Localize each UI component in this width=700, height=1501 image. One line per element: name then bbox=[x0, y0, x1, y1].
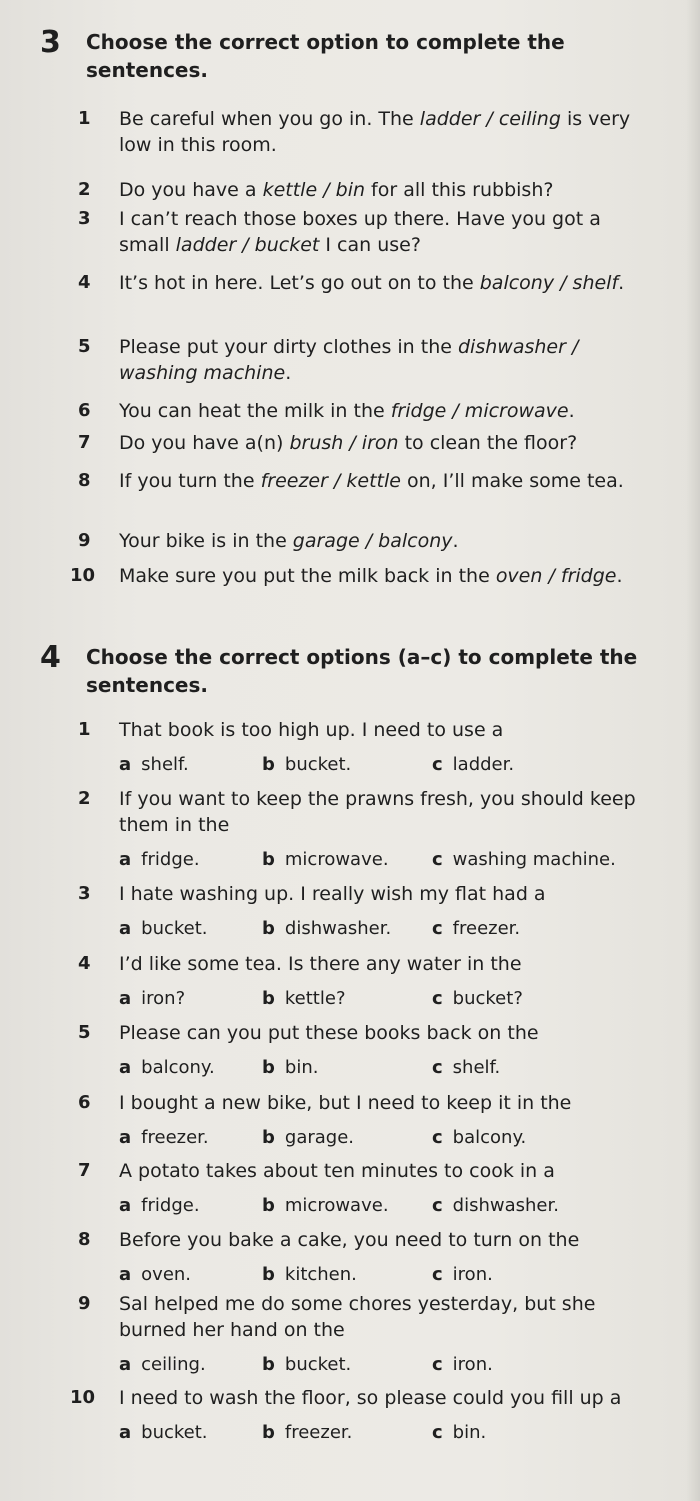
option-letter: c bbox=[432, 1127, 443, 1148]
answer-choice[interactable]: freezer / kettle bbox=[260, 470, 401, 492]
option-letter: a bbox=[119, 918, 132, 939]
option-c[interactable] bbox=[432, 987, 523, 1011]
option-a[interactable] bbox=[119, 987, 185, 1011]
answer-choice[interactable]: ladder / bucket bbox=[175, 234, 320, 256]
option-text: fridge. bbox=[141, 849, 200, 870]
sentence-end: . bbox=[618, 272, 625, 294]
item-sentence bbox=[119, 563, 649, 589]
option-text: bucket. bbox=[141, 918, 208, 939]
answer-choice[interactable]: fridge / microwave bbox=[390, 400, 569, 422]
option-text: oven. bbox=[141, 1264, 192, 1285]
answer-choice[interactable]: balcony / shelf bbox=[479, 272, 619, 294]
option-a[interactable] bbox=[119, 1353, 206, 1377]
option-text: iron. bbox=[452, 1264, 493, 1285]
answer-choice[interactable]: kettle / bin bbox=[262, 179, 366, 201]
option-letter: b bbox=[262, 1057, 275, 1078]
sentence-end: . bbox=[616, 565, 623, 587]
option-text: dishwasher. bbox=[284, 918, 392, 939]
answer-choice[interactable]: ladder / ceiling bbox=[419, 108, 561, 130]
item-number: 3 bbox=[78, 208, 91, 229]
sentence-end: . bbox=[568, 400, 575, 422]
sentence-end: . bbox=[452, 530, 459, 552]
sentence-end: I can use? bbox=[319, 234, 421, 256]
sentence-start: Please put your dirty clothes in the bbox=[119, 336, 458, 358]
item-number: 2 bbox=[78, 179, 91, 200]
item-number: 1 bbox=[78, 108, 91, 129]
option-letter: a bbox=[119, 988, 132, 1009]
answer-choice[interactable]: oven / fridge bbox=[495, 565, 617, 587]
answer-choice[interactable]: brush / iron bbox=[289, 432, 399, 454]
exercise-4-instructions: Choose the correct options (a–c) to complete the sentences. bbox=[86, 645, 638, 697]
option-letter: a bbox=[119, 1264, 132, 1285]
item-number: 9 bbox=[78, 530, 91, 551]
option-letter: a bbox=[119, 1057, 132, 1078]
item-number: 10 bbox=[70, 565, 96, 586]
option-a[interactable] bbox=[119, 753, 189, 777]
sentence-end: for all this rubbish? bbox=[365, 179, 554, 201]
sentence-start: Do you have a bbox=[119, 179, 263, 201]
exercise-3-number: 3 bbox=[40, 25, 61, 60]
option-letter: b bbox=[262, 1195, 275, 1216]
sentence-start: It’s hot in here. Let’s go out on to the bbox=[119, 272, 480, 294]
option-c[interactable] bbox=[432, 1263, 493, 1287]
option-text: dishwasher. bbox=[452, 1195, 559, 1216]
option-a[interactable] bbox=[119, 1126, 209, 1150]
option-b[interactable] bbox=[262, 1353, 351, 1377]
item-sentence bbox=[119, 177, 649, 203]
item-sentence: I’d like some tea. Is there any water in the bbox=[119, 953, 522, 975]
sentence-start: Make sure you put the milk back in the bbox=[119, 565, 496, 587]
option-c[interactable] bbox=[432, 1421, 486, 1445]
item-sentence: A potato takes about ten minutes to cook in a bbox=[119, 1160, 555, 1182]
option-text: kettle? bbox=[284, 988, 346, 1009]
sentence-end: . bbox=[285, 362, 292, 384]
item-number: 6 bbox=[78, 1092, 91, 1113]
answer-choice[interactable]: dishwasher / washing machine bbox=[119, 336, 579, 384]
sentence-start: I can’t reach those boxes up there. Have you got a small bbox=[119, 208, 601, 256]
option-b[interactable] bbox=[262, 1421, 352, 1445]
option-a[interactable] bbox=[119, 917, 208, 941]
option-letter: b bbox=[262, 1264, 275, 1285]
option-text: shelf. bbox=[452, 1057, 501, 1078]
item-number: 8 bbox=[78, 1229, 91, 1250]
option-letter: c bbox=[432, 849, 443, 870]
item-sentence bbox=[119, 430, 649, 456]
option-text: bucket. bbox=[284, 1354, 352, 1375]
option-b[interactable] bbox=[262, 987, 346, 1011]
item-number: 5 bbox=[78, 1022, 91, 1043]
option-text: fridge. bbox=[141, 1195, 200, 1216]
item-number: 6 bbox=[78, 400, 91, 421]
item-number: 7 bbox=[78, 1160, 91, 1181]
option-text: ladder. bbox=[452, 754, 515, 775]
option-c[interactable] bbox=[432, 917, 520, 941]
sentence-end: to clean the floor? bbox=[398, 432, 578, 454]
item-number: 4 bbox=[78, 953, 91, 974]
option-c[interactable] bbox=[432, 1194, 559, 1218]
item-number: 2 bbox=[78, 788, 91, 809]
option-letter: c bbox=[432, 918, 443, 939]
item-number: 1 bbox=[78, 719, 91, 740]
option-text: kitchen. bbox=[284, 1264, 357, 1285]
item-number: 9 bbox=[78, 1293, 91, 1314]
item-sentence: I hate washing up. I really wish my flat had a bbox=[119, 883, 546, 905]
item-sentence bbox=[119, 468, 649, 494]
option-c[interactable] bbox=[432, 1353, 493, 1377]
sentence-start: You can heat the milk in the bbox=[119, 400, 391, 422]
option-letter: a bbox=[119, 1127, 132, 1148]
option-letter: c bbox=[432, 754, 443, 775]
item-number: 8 bbox=[78, 470, 91, 491]
sentence-start: If you turn the bbox=[119, 470, 261, 492]
option-c[interactable] bbox=[432, 1056, 500, 1080]
item-sentence: That book is too high up. I need to use a bbox=[119, 719, 504, 741]
option-a[interactable] bbox=[119, 848, 200, 872]
option-c[interactable] bbox=[432, 848, 616, 872]
option-a[interactable] bbox=[119, 1263, 191, 1287]
option-b[interactable] bbox=[262, 1056, 318, 1080]
option-b[interactable] bbox=[262, 1126, 354, 1150]
option-letter: a bbox=[119, 1354, 132, 1375]
option-c[interactable] bbox=[432, 753, 514, 777]
option-letter: c bbox=[432, 1422, 443, 1443]
item-number: 7 bbox=[78, 432, 91, 453]
option-letter: b bbox=[262, 1127, 275, 1148]
option-a[interactable] bbox=[119, 1056, 215, 1080]
option-b[interactable] bbox=[262, 753, 351, 777]
option-b[interactable] bbox=[262, 917, 391, 941]
item-number: 10 bbox=[70, 1387, 96, 1408]
option-text: freezer. bbox=[452, 918, 521, 939]
option-letter: b bbox=[262, 988, 275, 1009]
option-text: balcony. bbox=[452, 1127, 527, 1148]
exercise-3-instructions: Choose the correct option to complete the sentences. bbox=[86, 30, 565, 82]
sentence-end: is very low in this room. bbox=[119, 108, 631, 156]
option-text: bin. bbox=[284, 1057, 319, 1078]
item-number: 5 bbox=[78, 336, 91, 357]
option-letter: a bbox=[119, 754, 132, 775]
sentence-start: Your bike is in the bbox=[119, 530, 293, 552]
option-letter: b bbox=[262, 754, 275, 775]
option-text: microwave. bbox=[284, 849, 389, 870]
option-text: bucket? bbox=[452, 988, 523, 1009]
item-sentence bbox=[119, 334, 649, 386]
item-sentence bbox=[119, 270, 649, 296]
sentence-end: on, I’ll make some tea. bbox=[400, 470, 624, 492]
option-letter: b bbox=[262, 918, 275, 939]
item-number: 3 bbox=[78, 883, 91, 904]
option-text: bin. bbox=[452, 1422, 487, 1443]
option-letter: c bbox=[432, 1057, 443, 1078]
sentence-start: Be careful when you go in. The bbox=[119, 108, 420, 130]
option-letter: c bbox=[432, 1264, 443, 1285]
item-number: 4 bbox=[78, 272, 91, 293]
option-text: ceiling. bbox=[141, 1354, 206, 1375]
option-letter: c bbox=[432, 1195, 443, 1216]
answer-choice[interactable]: garage / balcony bbox=[292, 530, 453, 552]
item-sentence bbox=[119, 106, 649, 158]
option-text: freezer. bbox=[141, 1127, 209, 1148]
option-b[interactable] bbox=[262, 1263, 357, 1287]
option-text: freezer. bbox=[284, 1422, 353, 1443]
option-text: iron? bbox=[141, 988, 186, 1009]
option-c[interactable] bbox=[432, 1126, 526, 1150]
option-letter: c bbox=[432, 1354, 443, 1375]
option-text: garage. bbox=[284, 1127, 354, 1148]
item-sentence: Please can you put these books back on the bbox=[119, 1022, 539, 1044]
option-text: iron. bbox=[452, 1354, 493, 1375]
option-a[interactable] bbox=[119, 1194, 200, 1218]
option-a[interactable] bbox=[119, 1421, 208, 1445]
option-text: washing machine. bbox=[452, 849, 616, 870]
option-letter: c bbox=[432, 988, 443, 1009]
option-text: bucket. bbox=[141, 1422, 208, 1443]
option-letter: b bbox=[262, 849, 275, 870]
item-sentence: I bought a new bike, but I need to keep it in the bbox=[119, 1092, 572, 1114]
item-sentence: I need to wash the floor, so please could you fill up a bbox=[119, 1387, 622, 1409]
item-sentence: Sal helped me do some chores yesterday, but she burned her hand on the bbox=[119, 1293, 596, 1341]
option-text: balcony. bbox=[141, 1057, 215, 1078]
item-sentence: If you want to keep the prawns fresh, you should keep them in the bbox=[119, 788, 636, 836]
option-letter: b bbox=[262, 1422, 275, 1443]
option-letter: a bbox=[119, 849, 132, 870]
item-sentence bbox=[119, 398, 649, 424]
option-letter: a bbox=[119, 1422, 132, 1443]
sentence-start: Do you have a(n) bbox=[119, 432, 290, 454]
option-b[interactable] bbox=[262, 1194, 389, 1218]
option-b[interactable] bbox=[262, 848, 389, 872]
option-text: shelf. bbox=[141, 754, 189, 775]
option-text: bucket. bbox=[284, 754, 352, 775]
option-letter: a bbox=[119, 1195, 132, 1216]
item-sentence: Before you bake a cake, you need to turn on the bbox=[119, 1229, 580, 1251]
item-sentence bbox=[119, 528, 649, 554]
exercise-4-number: 4 bbox=[40, 640, 61, 675]
option-letter: b bbox=[262, 1354, 275, 1375]
item-sentence bbox=[119, 206, 649, 258]
option-text: microwave. bbox=[284, 1195, 389, 1216]
